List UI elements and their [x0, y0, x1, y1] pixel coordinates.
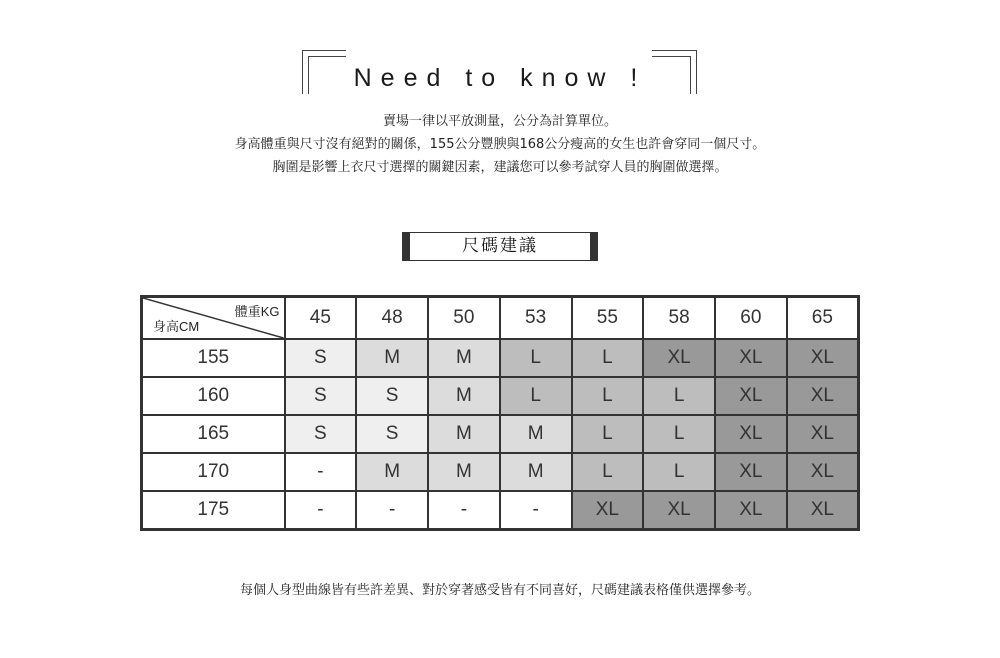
- size-cell: M: [428, 377, 500, 415]
- height-row-header: 160: [142, 377, 285, 415]
- weight-header-cell: 58: [643, 297, 715, 340]
- size-cell: XL: [715, 339, 787, 377]
- size-cell: M: [356, 339, 428, 377]
- size-cell: M: [428, 453, 500, 491]
- size-cell: XL: [715, 491, 787, 530]
- height-row-header: 170: [142, 453, 285, 491]
- size-cell: L: [500, 377, 572, 415]
- page-title: Need to know !: [353, 64, 647, 92]
- table-row: [142, 453, 859, 491]
- size-cell: L: [572, 377, 644, 415]
- size-cell: L: [643, 453, 715, 491]
- size-cell: XL: [787, 339, 859, 377]
- size-cell: M: [428, 339, 500, 377]
- size-cell: M: [356, 453, 428, 491]
- size-cell: L: [500, 339, 572, 377]
- size-cell: S: [356, 415, 428, 453]
- table-row: [142, 339, 859, 377]
- size-cell: S: [285, 415, 357, 453]
- size-cell: XL: [787, 415, 859, 453]
- intro-line-2: 身高體重與尺寸沒有絕對的關係，155公分豐腴與168公分瘦高的女生也許會穿同一個尺寸。: [234, 137, 766, 152]
- corner-cell: [142, 297, 285, 340]
- size-chart-heading: 尺碼建議: [402, 232, 598, 261]
- size-cell: S: [285, 377, 357, 415]
- weight-header-cell: 50: [428, 297, 500, 340]
- weight-axis-label: 體重KG: [234, 304, 280, 319]
- size-cell: XL: [715, 453, 787, 491]
- size-cell: L: [572, 415, 644, 453]
- footer-note: 每個人身型曲線皆有些許差異、對於穿著感受皆有不同喜好，尺碼建議表格僅供選擇參考。: [239, 583, 760, 598]
- size-cell: S: [285, 339, 357, 377]
- size-cell: L: [572, 339, 644, 377]
- height-row-header: 165: [142, 415, 285, 453]
- size-cell: XL: [643, 491, 715, 530]
- size-cell: -: [356, 491, 428, 530]
- size-cell: XL: [715, 377, 787, 415]
- weight-header-cell: 53: [500, 297, 572, 340]
- weight-header-cell: 65: [787, 297, 859, 340]
- height-row-header: 155: [142, 339, 285, 377]
- size-cell: -: [500, 491, 572, 530]
- weight-header-cell: 55: [572, 297, 644, 340]
- size-chart-table: [140, 295, 860, 531]
- size-cell: -: [428, 491, 500, 530]
- table-row: [142, 415, 859, 453]
- size-cell: M: [500, 453, 572, 491]
- table-row: [142, 377, 859, 415]
- size-cell: S: [356, 377, 428, 415]
- height-axis-label: 身高CM: [153, 319, 200, 334]
- height-row-header: 175: [142, 491, 285, 530]
- size-cell: -: [285, 491, 357, 530]
- weight-header-cell: 60: [715, 297, 787, 340]
- weight-header-row: [142, 297, 859, 340]
- size-chart-body: [142, 297, 859, 530]
- intro-line-1: 賣場一律以平放測量，公分為計算單位。: [382, 114, 617, 129]
- weight-header-cell: 48: [356, 297, 428, 340]
- size-cell: XL: [572, 491, 644, 530]
- size-cell: L: [643, 377, 715, 415]
- size-cell: XL: [787, 491, 859, 530]
- size-cell: XL: [715, 415, 787, 453]
- weight-header-cell: 45: [285, 297, 357, 340]
- size-cell: XL: [787, 453, 859, 491]
- size-cell: L: [572, 453, 644, 491]
- size-cell: L: [643, 415, 715, 453]
- intro-line-3: 胸圍是影響上衣尺寸選擇的關鍵因素，建議您可以參考試穿人員的胸圍做選擇。: [272, 160, 728, 175]
- size-cell: M: [428, 415, 500, 453]
- size-cell: M: [500, 415, 572, 453]
- size-cell: -: [285, 453, 357, 491]
- table-row: [142, 491, 859, 530]
- size-cell: XL: [787, 377, 859, 415]
- size-cell: XL: [643, 339, 715, 377]
